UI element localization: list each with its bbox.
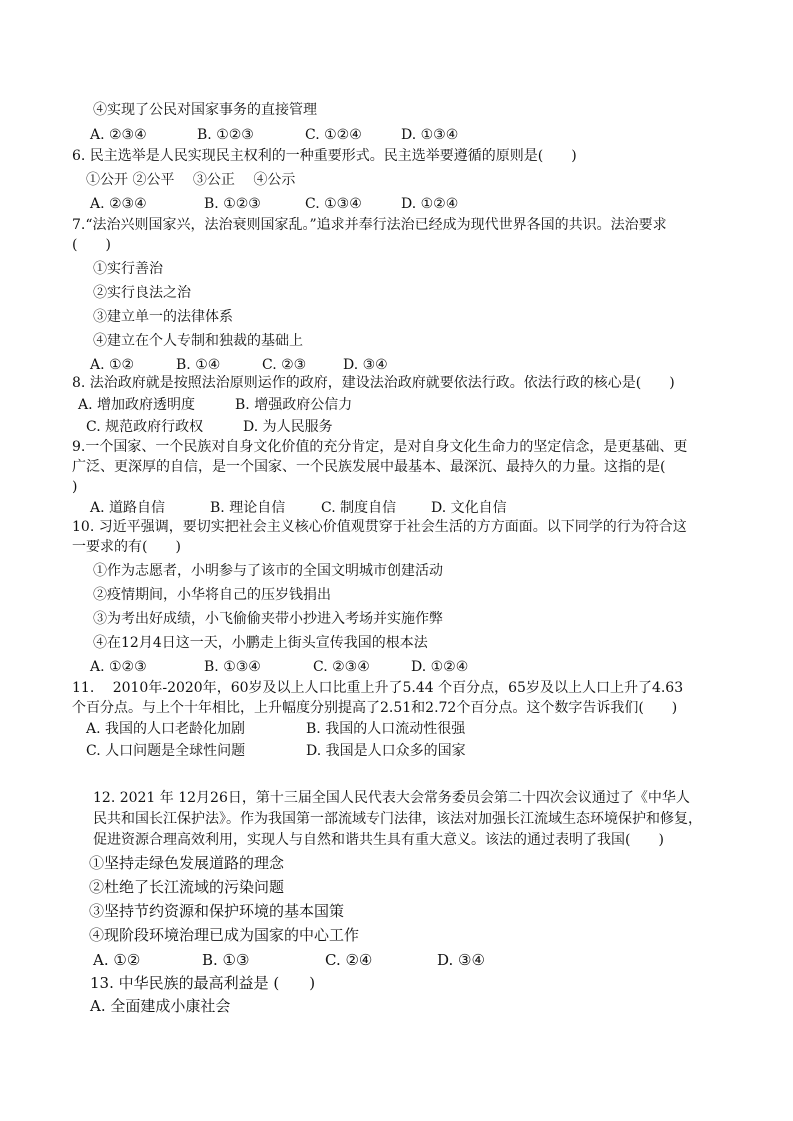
- q10-option-a: A. ①②③: [90, 659, 147, 675]
- q5-option-d: D. ①③④: [401, 127, 459, 143]
- q7-option-d: D. ③④: [343, 357, 388, 373]
- q10-stem-line-2: 一要求的有( ): [72, 539, 181, 555]
- q8-option-b: B. 增强政府公信力: [235, 397, 353, 413]
- q5-option-b: B. ①②③: [197, 127, 254, 143]
- q9-option-d: D. 文化自信: [431, 500, 507, 516]
- q6-option-c: C. ①③④: [305, 196, 362, 212]
- q6-items: ①公开 ②公平 ③公正 ④公示: [86, 172, 296, 188]
- q5-option-a: A. ②③④: [90, 127, 147, 143]
- q10-item-2: ②疫情期间，小华将自己的压岁钱捐出: [93, 587, 331, 603]
- q7-item-2: ②实行良法之治: [93, 285, 191, 301]
- q7-option-c: C. ②③: [262, 357, 307, 373]
- q9-stem-line-2: 广泛、更深厚的自信，是一个国家、一个民族发展中最基本、最深沉、最持久的力量。这指的是(: [72, 459, 666, 475]
- q8-stem: 8. 法治政府就是按照法治原则运作的政府，建设法治政府就要依法行政。依法行政的核心是( ): [72, 375, 675, 391]
- q11-option-b: B. 我国的人口流动性很强: [306, 721, 466, 737]
- q6-option-d: D. ①②④: [401, 196, 459, 212]
- q12-stem-line-1: 12. 2021 年 12月26日，第十三届全国人民代表大会常务委员会第二十四次会议通过了《中华人: [93, 790, 690, 806]
- q10-option-b: B. ①③④: [204, 659, 261, 675]
- q11-option-c: C. 人口问题是全球性问题: [86, 743, 246, 759]
- q10-option-d: D. ①②④: [411, 659, 469, 675]
- q10-item-3: ③为考出好成绩，小飞偷偷夹带小抄进入考场并实施作弊: [93, 611, 443, 627]
- q12-option-b: B. ①③: [202, 951, 250, 969]
- q7-stem-line-1: 7.“法治兴则国家兴，法治衰则国家乱。”追求并奉行法治已经成为现代世界各国的共识。法治要求: [72, 217, 667, 233]
- q9-option-c: C. 制度自信: [321, 500, 397, 516]
- q11-option-d: D. 我国是人口众多的国家: [306, 743, 466, 759]
- q7-item-4: ④建立在个人专制和独裁的基础上: [93, 333, 303, 349]
- q8-option-c: C. 规范政府行政权: [86, 419, 204, 435]
- q12-item-2: ②杜绝了长江流域的污染问题: [89, 878, 285, 896]
- q13-stem: 13. 中华民族的最高利益是 ( ): [90, 974, 316, 992]
- q10-stem-line-1: 10. 习近平强调，要切实把社会主义核心价值观贯穿于社会生活的方方面面。以下同学的行为符合这: [72, 519, 687, 535]
- q8-option-a: A. 增加政府透明度: [78, 397, 196, 413]
- q12-item-4: ④现阶段环境治理已成为国家的中心工作: [89, 926, 360, 944]
- q9-stem-line-3: ): [72, 479, 78, 495]
- q5-item-4: ④实现了公民对国家事务的直接管理: [93, 102, 317, 118]
- q12-option-a: A. ①②: [93, 951, 141, 969]
- q13-option-a: A. 全面建成小康社会: [90, 997, 231, 1015]
- q7-item-3: ③建立单一的法律体系: [93, 309, 233, 325]
- q7-item-1: ①实行善治: [93, 261, 163, 277]
- q10-option-c: C. ②③④: [313, 659, 370, 675]
- q7-option-a: A. ①②: [90, 357, 135, 373]
- q7-stem-line-2: ( ): [72, 237, 111, 253]
- q12-item-3: ③坚持节约资源和保护环境的基本国策: [89, 902, 345, 920]
- q6-option-a: A. ②③④: [90, 196, 147, 212]
- q11-stem-line-2: 个百分点。与上个十年相比，上升幅度分别提高了2.51和2.72个百分点。这个数字告诉我们( ): [72, 700, 678, 716]
- q11-stem-line-1: 11. 2010年-2020年，60岁及以上人口比重上升了5.44 个百分点，65岁及以上人口上升了4.63: [72, 680, 684, 696]
- q10-item-1: ①作为志愿者，小明参与了该市的全国文明城市创建活动: [93, 563, 443, 579]
- q9-option-b: B. 理论自信: [210, 500, 286, 516]
- q12-option-c: C. ②④: [325, 951, 373, 969]
- q12-stem-line-3: 促进资源合理高效利用，实现人与自然和谐共生具有重大意义。该法的通过表明了我国( ): [93, 832, 664, 848]
- q5-option-c: C. ①②④: [305, 127, 362, 143]
- q11-option-a: A. 我国的人口老龄化加剧: [86, 721, 246, 737]
- q6-stem: 6. 民主选举是人民实现民主权利的一种重要形式。民主选举要遵循的原则是( ): [72, 148, 577, 164]
- q10-item-4: ④在12月4日这一天，小鹏走上街头宣传我国的根本法: [93, 635, 428, 651]
- q12-item-1: ①坚持走绿色发展道路的理念: [89, 854, 285, 872]
- q9-stem-line-1: 9.一个国家、一个民族对自身文化价值的充分肯定，是对自身文化生命力的坚定信念，是更基础、更: [72, 439, 688, 455]
- q6-option-b: B. ①②③: [204, 196, 261, 212]
- q8-option-d: D. 为人民服务: [243, 419, 333, 435]
- q7-option-b: B. ①④: [176, 357, 221, 373]
- q12-option-d: D. ③④: [437, 951, 485, 969]
- q12-stem-line-2: 民共和国长江保护法》。作为我国第一部流域专门法律，该法对加强长江流域生态环境保护和修复，: [93, 811, 702, 827]
- q9-option-a: A. 道路自信: [90, 500, 166, 516]
